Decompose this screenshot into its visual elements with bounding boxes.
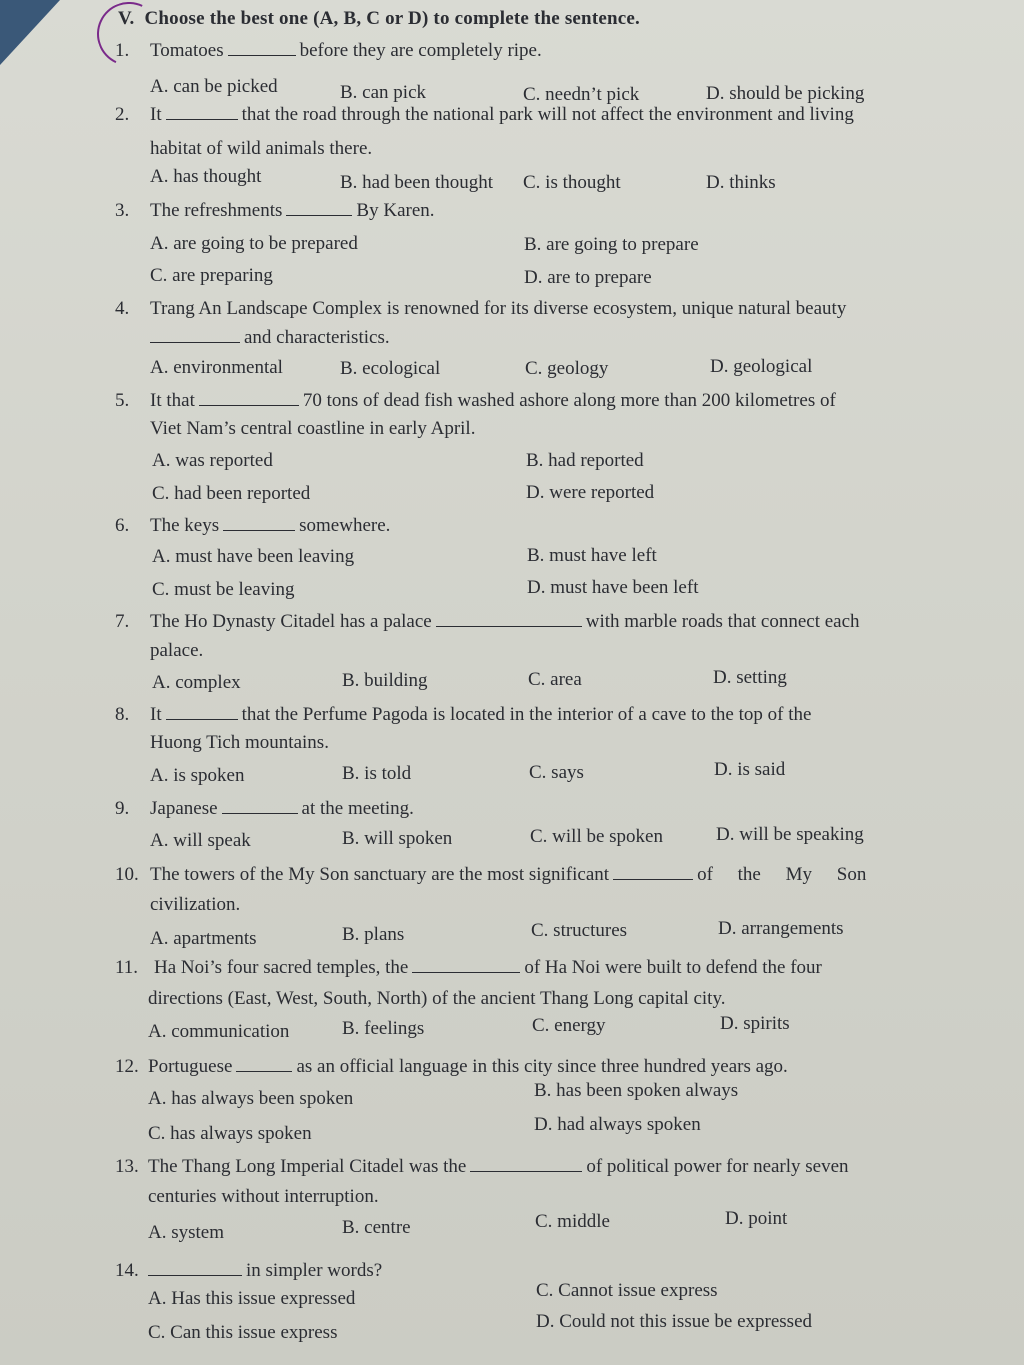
question-text-before: The Thang Long Imperial Citadel was the <box>148 1156 467 1177</box>
page-corner-shadow <box>0 0 80 80</box>
option-b[interactable]: B. must have left <box>527 545 657 566</box>
answer-blank <box>166 718 238 720</box>
option-c[interactable]: C. will be spoken <box>530 826 663 847</box>
option-b[interactable]: B. had reported <box>526 450 644 471</box>
option-a[interactable]: A. complex <box>152 672 241 693</box>
option-d[interactable]: D. thinks <box>706 172 776 193</box>
answer-blank <box>613 878 693 880</box>
question-text-before: It <box>150 104 162 125</box>
question-text <box>150 860 940 890</box>
question-text <box>150 100 940 130</box>
option-c[interactable]: C. says <box>529 762 584 783</box>
question-number: 5. <box>115 390 130 411</box>
option-c[interactable]: C. area <box>528 669 582 690</box>
question-text-before: The towers of the My Son sanctuary are the most significant <box>150 864 610 885</box>
question-text-cont: habitat of wild animals there. <box>150 138 373 159</box>
question-text-before: Portuguese <box>148 1056 233 1077</box>
question-text-after: of Ha Noi were built to defend the four <box>524 957 822 978</box>
question-text-after: as an official language in this city since three hundred years ago. <box>296 1056 788 1077</box>
question-text-cont: Viet Nam’s central coastline in early April. <box>150 418 476 439</box>
question-text-cont: palace. <box>150 640 204 661</box>
question-number: 2. <box>115 104 130 125</box>
option-d[interactable]: D. geological <box>710 356 813 377</box>
option-b[interactable]: B. are going to prepare <box>524 234 699 255</box>
option-a[interactable]: A. will speak <box>150 830 251 851</box>
option-a[interactable]: A. communication <box>148 1021 290 1042</box>
option-b[interactable]: B. is told <box>342 763 412 784</box>
question-text-before: It <box>150 704 162 725</box>
question-text-cont-wrap <box>150 323 940 353</box>
question-text-after: of the My Son <box>697 864 867 885</box>
answer-blank <box>222 812 298 814</box>
option-d[interactable]: D. Could not this issue be expressed <box>536 1311 813 1332</box>
question-text-before: The keys <box>150 515 220 536</box>
question-text-after: By Karen. <box>356 200 435 221</box>
option-c[interactable]: C. had been reported <box>152 483 311 504</box>
question-text-after: somewhere. <box>299 515 391 536</box>
option-d[interactable]: D. should be picking <box>706 83 865 104</box>
option-c[interactable]: C. has always spoken <box>148 1123 312 1144</box>
option-a[interactable]: A. are going to be prepared <box>150 233 358 254</box>
answer-blank <box>199 404 299 406</box>
question-number: 9. <box>115 798 130 819</box>
question-text-after: in simpler words? <box>246 1260 383 1281</box>
question-text-after: with marble roads that connect each <box>585 611 860 632</box>
question-number: 1. <box>115 40 130 61</box>
answer-blank <box>412 971 520 973</box>
question-text-after: that the road through the national park will not affect the environment and living <box>241 104 854 125</box>
option-d[interactable]: D. had always spoken <box>534 1114 701 1135</box>
question-text <box>150 36 940 66</box>
question-text <box>150 511 940 541</box>
option-b[interactable]: B. will spoken <box>342 828 453 849</box>
option-b[interactable]: B. plans <box>342 924 405 945</box>
option-b[interactable]: B. has been spoken always <box>534 1080 739 1101</box>
question-text <box>150 196 940 226</box>
option-c[interactable]: C. are preparing <box>150 265 273 286</box>
answer-blank <box>166 118 238 120</box>
question-text-after: of political power for nearly seven <box>586 1156 849 1177</box>
question-text-cont: Huong Tich mountains. <box>150 732 329 753</box>
option-b[interactable]: B. can pick <box>340 82 427 103</box>
question-number: 14. <box>115 1260 139 1281</box>
answer-blank <box>436 625 582 627</box>
question-text <box>150 700 940 730</box>
option-a[interactable]: A. apartments <box>150 928 257 949</box>
option-b[interactable]: B. feelings <box>342 1018 425 1039</box>
section-number: V. <box>118 8 135 29</box>
option-d[interactable]: D. arrangements <box>718 918 844 939</box>
option-c[interactable]: C. structures <box>531 920 628 941</box>
option-b[interactable]: C. Cannot issue express <box>536 1280 718 1301</box>
question-text-before: Ha Noi’s four sacred temples, the <box>154 957 409 978</box>
question-text-after: at the meeting. <box>301 798 414 819</box>
option-a[interactable]: A. environmental <box>150 357 283 378</box>
answer-blank <box>150 341 240 343</box>
question-text <box>150 794 940 824</box>
question-text-after: that the Perfume Pagoda is located in the interior of a cave to the top of the <box>241 704 812 725</box>
option-b[interactable]: B. building <box>342 670 428 691</box>
question-number: 6. <box>115 515 130 536</box>
answer-blank <box>286 214 352 216</box>
question-text-after: before they are completely ripe. <box>299 40 542 61</box>
question-number: 12. <box>115 1056 139 1077</box>
option-a[interactable]: A. must have been leaving <box>152 546 355 567</box>
answer-blank <box>223 529 295 531</box>
question-text <box>148 1152 938 1182</box>
option-a[interactable]: A. Has this issue expressed <box>148 1288 356 1309</box>
question-text <box>150 294 940 324</box>
option-d[interactable]: D. must have been left <box>527 577 699 598</box>
option-c[interactable]: C. Can this issue express <box>148 1322 338 1343</box>
question-text-cont: civilization. <box>150 894 241 915</box>
answer-blank <box>236 1070 292 1072</box>
question-text-before: It that <box>150 390 195 411</box>
answer-blank <box>228 54 296 56</box>
question-text-cont: directions (East, West, South, North) of the ancient Thang Long capital city. <box>148 988 726 1009</box>
question-text <box>154 953 944 983</box>
option-c[interactable]: C. needn’t pick <box>523 84 640 105</box>
option-d[interactable]: D. were reported <box>526 482 655 503</box>
option-b[interactable]: B. had been thought <box>340 172 494 193</box>
option-d[interactable]: D. setting <box>713 667 787 688</box>
question-text-before: The refreshments <box>150 200 283 221</box>
option-c[interactable]: C. energy <box>532 1015 606 1036</box>
question-number: 13. <box>115 1156 139 1177</box>
question-number: 10. <box>115 864 139 885</box>
answer-blank <box>148 1274 242 1276</box>
question-text <box>148 1052 938 1082</box>
option-c[interactable]: C. middle <box>535 1211 610 1232</box>
question-text <box>150 386 940 416</box>
question-text-before: The Ho Dynasty Citadel has a palace <box>150 611 432 632</box>
question-text-before: Trang An Landscape Complex is renowned for its diverse ecosystem, unique natural beauty <box>150 298 847 319</box>
option-a[interactable]: A. has always been spoken <box>148 1088 354 1109</box>
question-text-cont: centuries without interruption. <box>148 1186 379 1207</box>
option-d[interactable]: D. spirits <box>720 1013 790 1034</box>
option-c[interactable]: C. is thought <box>523 172 621 193</box>
option-b[interactable]: B. ecological <box>340 358 441 379</box>
option-b[interactable]: B. centre <box>342 1217 411 1238</box>
option-d[interactable]: D. point <box>725 1208 788 1229</box>
option-a[interactable]: A. has thought <box>150 166 262 187</box>
question-number: 11. <box>115 957 139 978</box>
question-number: 8. <box>115 704 130 725</box>
question-text-after: 70 tons of dead fish washed ashore along more than 200 kilometres of <box>302 390 836 411</box>
question-text-cont: and characteristics. <box>244 327 390 348</box>
option-d[interactable]: D. are to prepare <box>524 267 652 288</box>
answer-blank <box>470 1170 582 1172</box>
question-number: 3. <box>115 200 130 221</box>
question-number: 4. <box>115 298 130 319</box>
option-c[interactable]: C. must be leaving <box>152 579 295 600</box>
option-d[interactable]: D. will be speaking <box>716 824 864 845</box>
option-d[interactable]: D. is said <box>714 759 786 780</box>
option-a[interactable]: A. was reported <box>152 450 273 471</box>
option-a[interactable]: A. is spoken <box>150 765 245 786</box>
section-heading <box>118 8 640 30</box>
option-a[interactable]: A. system <box>148 1222 224 1243</box>
question-text-before: Tomatoes <box>150 40 224 61</box>
question-text-before: Japanese <box>150 798 218 819</box>
section-instruction: Choose the best one (A, B, C or D) to complete the sentence. <box>144 8 640 29</box>
question-text <box>150 607 940 637</box>
question-number: 7. <box>115 611 130 632</box>
option-a[interactable]: A. can be picked <box>150 76 278 97</box>
option-c[interactable]: C. geology <box>525 358 609 379</box>
